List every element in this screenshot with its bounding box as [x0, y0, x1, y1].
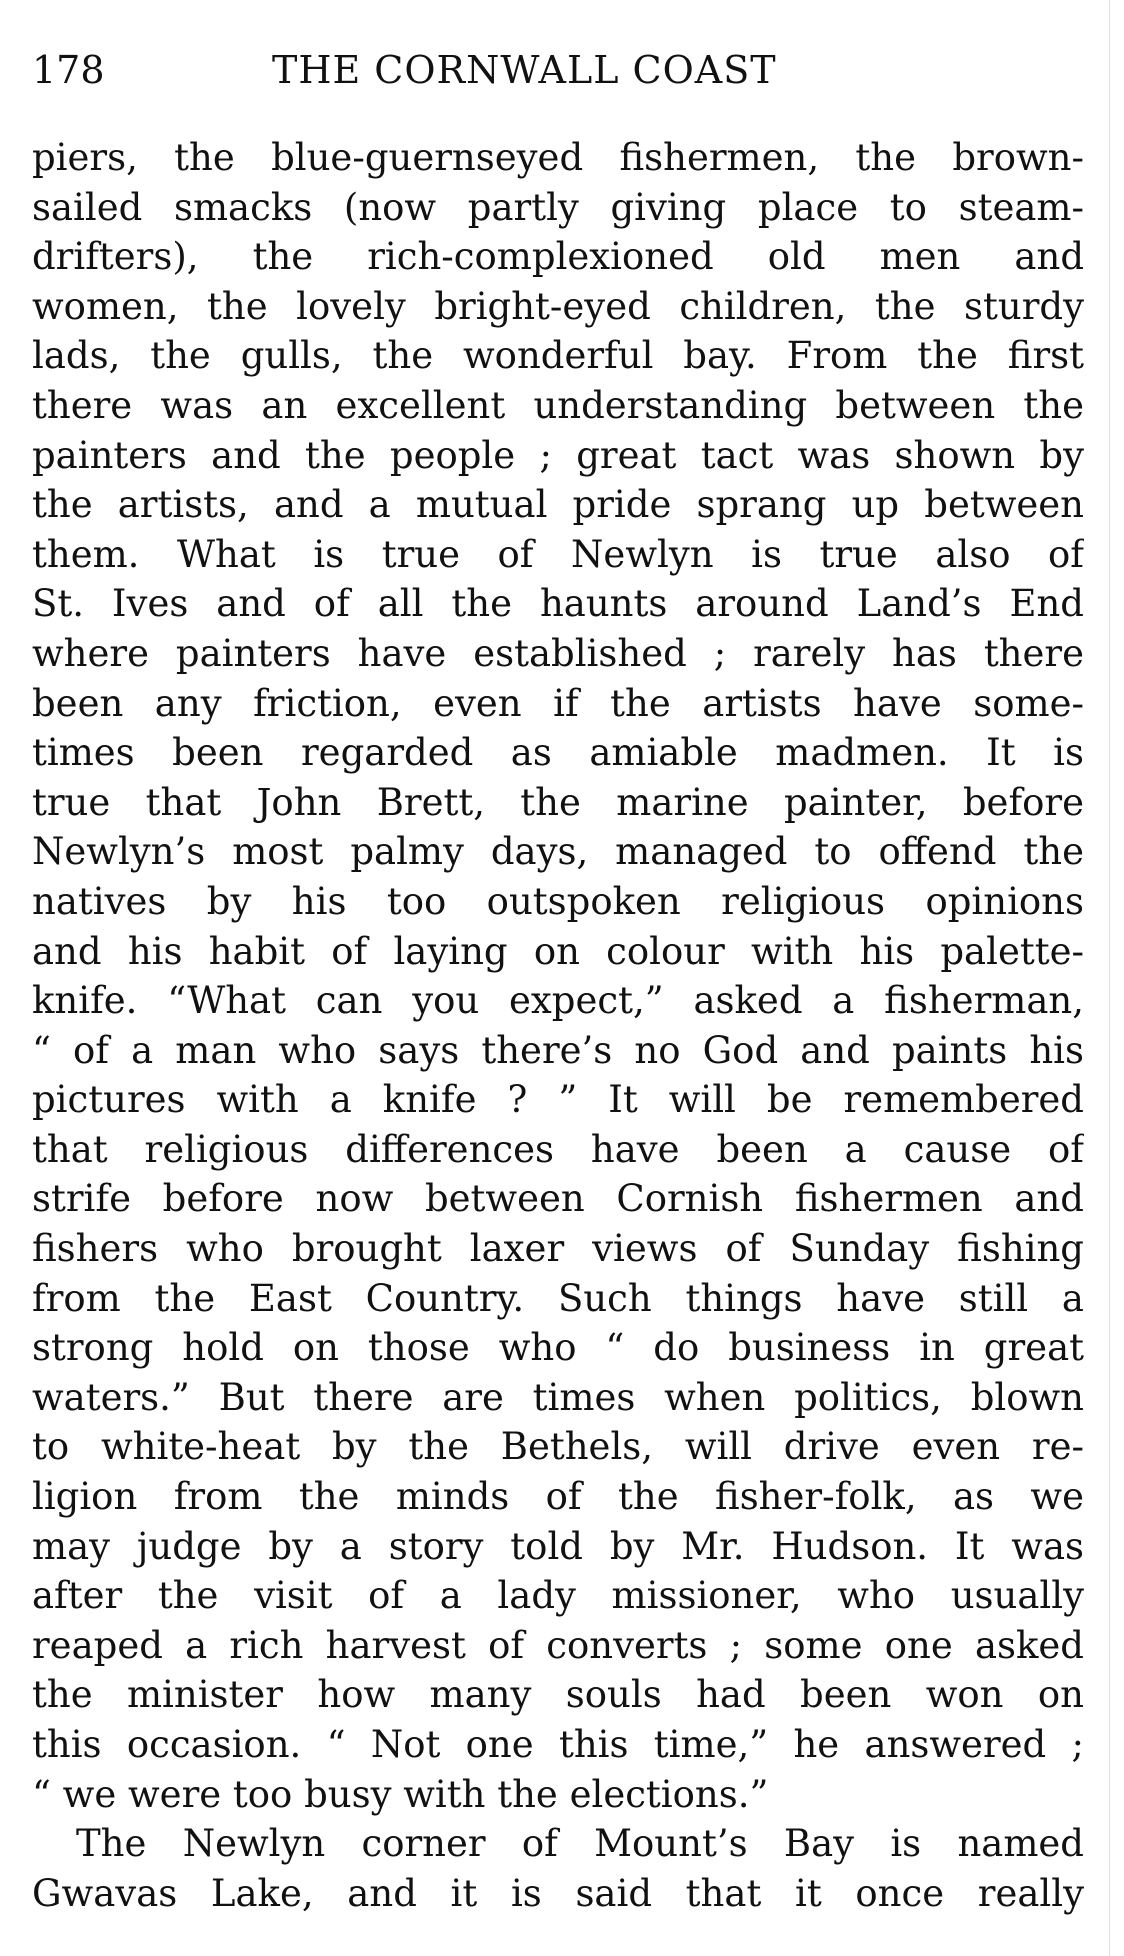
- text-line: fishers who brought laxer views of Sunday fishing: [32, 1227, 1084, 1271]
- text-line: “ we were too busy with the elections.”: [32, 1772, 769, 1816]
- text-line: women, the lovely bright-eyed children, the sturdy: [32, 284, 1084, 328]
- body-text: [32, 133, 1084, 1918]
- text-line: this occasion. “ Not one this time,” he answered ;: [32, 1723, 1084, 1766]
- text-line: piers, the blue-guernseyed fishermen, the brown-: [32, 136, 1084, 179]
- text-line: drifters), the rich-complexioned old men and: [32, 235, 1084, 279]
- text-line: reaped a rich harvest of converts ; some one asked: [32, 1623, 1084, 1667]
- text-line: to white-heat by the Bethels, will drive even re-: [32, 1425, 1084, 1469]
- text-line: ligion from the minds of the fisher-folk, as we: [32, 1475, 1084, 1519]
- text-line: them. What is true of Newlyn is true also of: [32, 532, 1084, 576]
- text-line: lads, the gulls, the wonderful bay. From the first: [32, 334, 1084, 378]
- text-line: Newlyn’s most palmy days, managed to offend the: [32, 830, 1084, 874]
- text-line: pictures with a knife ? ” It will be remembered: [32, 1078, 1084, 1122]
- text-line: and his habit of laying on colour with his palette-: [32, 929, 1084, 973]
- text-line: strife before now between Cornish fishermen and: [32, 1177, 1084, 1221]
- text-line: natives by his too outspoken religious opinions: [32, 879, 1084, 923]
- page-number: 178: [32, 48, 105, 92]
- text-line: St. Ives and of all the haunts around Land’s End: [32, 582, 1084, 626]
- text-line: knife. “What can you expect,” asked a fisherman,: [32, 979, 1084, 1023]
- text-line: that religious differences have been a cause of: [32, 1127, 1084, 1171]
- text-line: may judge by a story told by Mr. Hudson. It was: [32, 1524, 1084, 1568]
- text-line: the artists, and a mutual pride sprang up between: [32, 483, 1084, 527]
- text-line: been any friction, even if the artists have some-: [32, 681, 1084, 725]
- text-line: times been regarded as amiable madmen. It is: [32, 731, 1084, 775]
- text-line: “ of a man who says there’s no God and paints his: [32, 1028, 1084, 1072]
- running-title: THE CORNWALL COAST: [272, 48, 777, 92]
- scan-edge-line: [1109, 0, 1110, 1956]
- text-line: painters and the people ; great tact was shown by: [32, 433, 1084, 477]
- text-line: strong hold on those who “ do business in great: [32, 1326, 1084, 1370]
- text-line: from the East Country. Such things have still a: [32, 1276, 1084, 1320]
- text-line: sailed smacks (now partly giving place to steam-: [32, 185, 1084, 229]
- text-line: after the visit of a lady missioner, who usually: [32, 1574, 1084, 1618]
- paragraph-2: [32, 1819, 1084, 1918]
- text-line: where painters have established ; rarely has there: [32, 631, 1084, 675]
- text-line: true that John Brett, the marine painter, before: [32, 780, 1084, 824]
- paragraph-1: [32, 133, 1084, 1819]
- text-line: The Newlyn corner of Mount’s Bay is named: [76, 1822, 1084, 1866]
- text-line: there was an excellent understanding between the: [32, 383, 1084, 427]
- page-header: [32, 40, 1088, 100]
- text-line: the minister how many souls had been won on: [32, 1673, 1084, 1717]
- text-line: waters.” But there are times when politics, blown: [32, 1375, 1084, 1419]
- text-line: Gwavas Lake, and it is said that it once really: [32, 1871, 1084, 1915]
